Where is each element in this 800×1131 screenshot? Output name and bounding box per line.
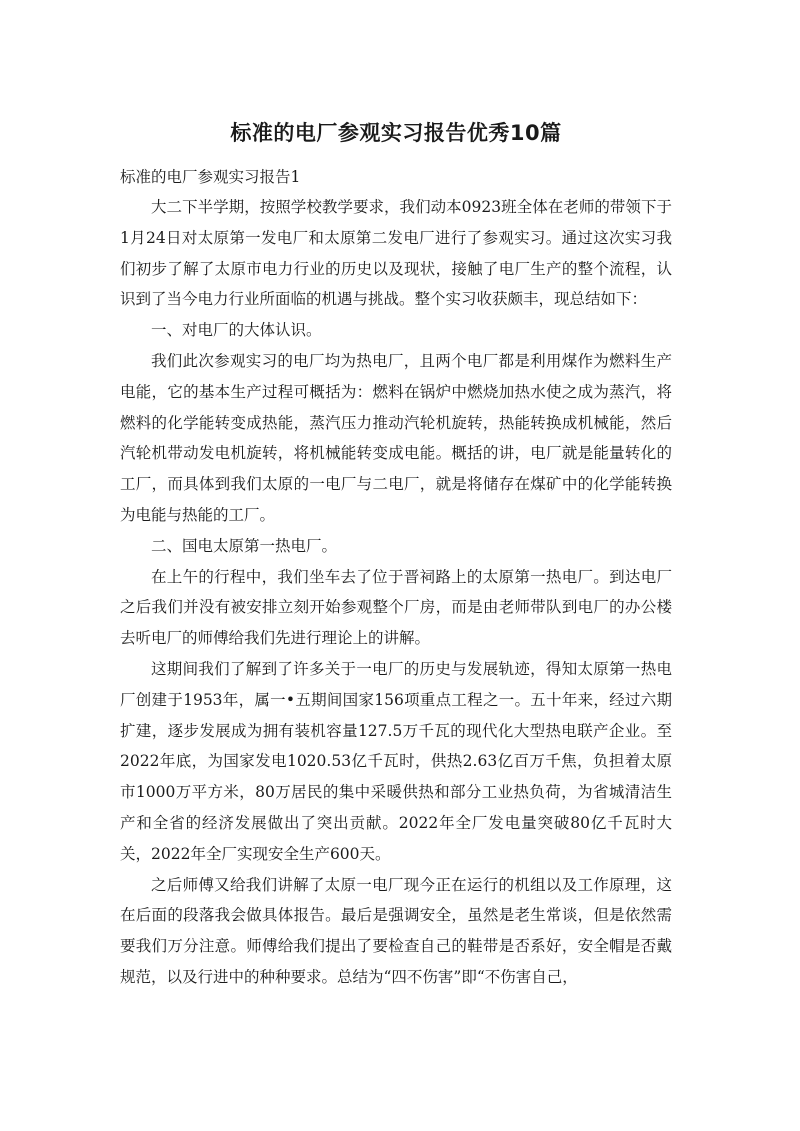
paragraph-overview: 我们此次参观实习的电厂均为热电厂，且两个电厂都是利用煤作为燃料生产电能，它的基本生产过程可概括为：燃料在锅炉中燃烧加热水使之成为蒸汽，将燃料的化学能转变成热能，蒸汽压力推动汽轮机旋转，热能转换成机械能，然后汽轮机带动发电机旋转，将机械能转变成电能。概括的讲，电厂就是能量转化的工厂，而具体到我们太原的一电厂与二电厂，就是将储存在煤矿中的化学能转换为电能与热能的工厂。 [120,351,672,524]
paragraph-history: 这期间我们了解到了许多关于一电厂的历史与发展轨迹，得知太原第一热电厂创建于1953年，属一•五期间国家156项重点工程之一。五十年来，经过六期扩建，逐步发展成为拥有装机容量127.5万千瓦的现代化大型热电联产企业。至2022年底，为国家发电1020.53亿千瓦时，供热2.63亿百万千焦，负担着太原市1000万平方米，80万居民的集中采暖供热和部分工业热负荷，为省城清洁生产和全省的经济发展做出了突出贡献。2022年全厂发电量突破80亿千瓦时大关，2022年全厂实现安全生产600天。 [120,659,672,863]
section-heading-2: 二、国电太原第一热电厂。 [151,536,338,555]
document-page [120,118,672,993]
paragraph-safety: 之后师傅又给我们讲解了太原一电厂现今正在运行的机组以及工作原理，这在后面的段落我会做具体报告。最后是强调安全，虽然是老生常谈，但是依然需要我们万分注意。师傅给我们提出了要检查自己的鞋带是否系好，安全帽是否戴规范，以及行进中的种种要求。总结为“四不伤害”即“不伤害自己， [120,875,672,986]
paragraph-intro: 大二下半学期，按照学校教学要求，我们动本0923班全体在老师的带领下于1月24日对太原第一发电厂和太原第二发电厂进行了参观实习。通过这次实习我们初步了解了太原市电力行业的历史以及现状，接触了电厂生产的整个流程，认识到了当今电力行业所面临的机遇与挑战。整个实习收获颇丰，现总结如下： [120,198,672,309]
section-heading-1: 一、对电厂的大体认识。 [151,321,322,340]
document-title: 标准的电厂参观实习报告优秀10篇 [230,121,562,145]
report-subtitle: 标准的电厂参观实习报告1 [120,168,301,186]
paragraph-morning-visit: 在上午的行程中，我们坐车去了位于晋祠路上的太原第一热电厂。到达电厂之后我们并没有被安排立刻开始参观整个厂房，而是由老师带队到电厂的办公楼去听电厂的师傅给我们先进行理论上的讲解。 [120,567,672,648]
